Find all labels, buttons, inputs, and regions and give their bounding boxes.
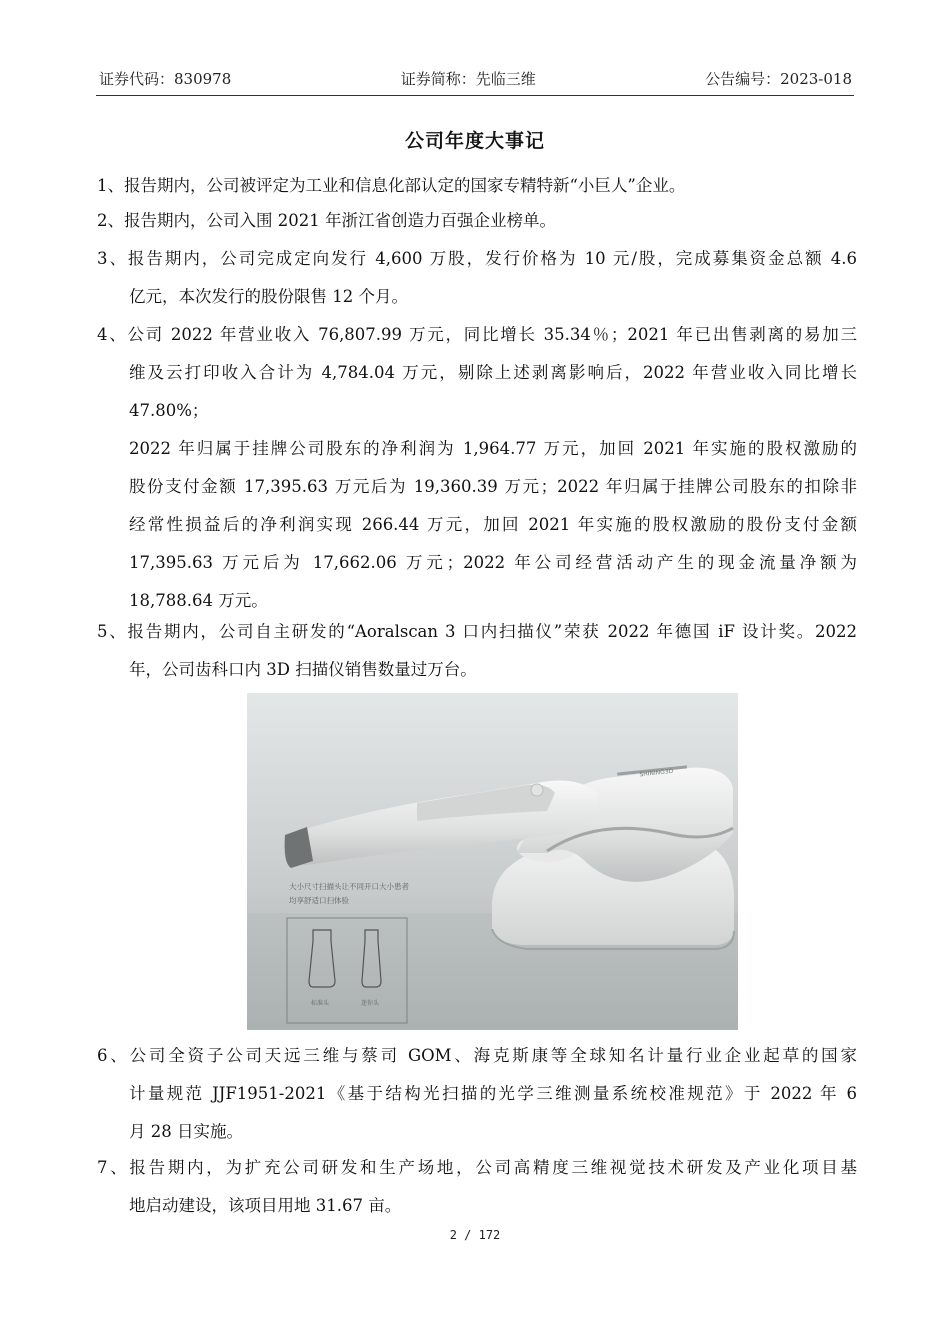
item-line: 2022 年归属于挂牌公司股东的净利润为 1,964.77 万元，加回 2021 年实施的股权激励的 [129,439,857,458]
item-line: 5、报告期内，公司自主研发的“Aoralscan 3 口内扫描仪”荣获 2022 年德国 iF 设计奖。2022 [97,622,857,641]
item-line: 18,788.64 万元。 [129,591,268,610]
list-item [97,316,857,620]
item-line: 47.80%； [129,401,209,420]
page-number: 2 / 172 [449,1228,501,1242]
list-item [97,1037,857,1151]
scanner-product-photo [247,693,738,1030]
announcement-number: 公告编号：2023-018 [705,69,852,88]
item-line: 2、报告期内，公司入围 2021 年浙江省创造力百强企业榜单。 [97,211,556,230]
item-line: 17,395.63 万元后为 17,662.06 万元；2022 年公司经营活动产生的现金流量净额为 [129,553,857,572]
item-line: 地启动建设，该项目用地 31.67 亩。 [129,1196,402,1215]
figure-caption-line1: 大小尺寸扫描头让不同开口大小患者 [289,882,409,891]
list-item [97,167,857,205]
item-line: 维及云打印收入合计为 4,784.04 万元，剔除上述剥离影响后，2022 年营业收入同比增长 [129,363,857,382]
item-line: 6、公司全资子公司天远三维与蔡司 GOM、海克斯康等全球知名计量行业企业起草的国家 [97,1046,857,1065]
item-line: 经常性损益后的净利润实现 266.44 万元，加回 2021 年实施的股权激励的股份支付金额 [129,515,857,534]
item-line: 7、报告期内，为扩充公司研发和生产场地，公司高精度三维视觉技术研发及产业化项目基 [97,1158,857,1177]
item-line: 4、公司 2022 年营业收入 76,807.99 万元，同比增长 35.34％；2021 年已出售剥离的易加三 [97,325,857,344]
item-line: 3、报告期内，公司完成定向发行 4,600 万股，发行价格为 10 元/股，完成募集资金总额 4.6 [97,249,857,268]
list-item [97,1149,857,1225]
tip-label-standard: 标准头 [311,1000,330,1007]
item-line: 计量规范 JJF1951-2021《基于结构光扫描的光学三维测量系统校准规范》于 2022 年 6 [129,1084,857,1103]
item-line: 亿元，本次发行的股份限售 12 个月。 [129,287,408,306]
header-divider [96,95,854,96]
item-line: 年，公司齿科口内 3D 扫描仪销售数量过万台。 [129,660,477,679]
page-title: 公司年度大事记 [404,130,545,152]
item-line: 月 28 日实施。 [129,1122,243,1141]
list-item [97,202,857,240]
stock-short-name: 证券简称：先临三维 [400,69,536,88]
device-brand-label: SHINING3D [639,767,674,779]
figure-caption-line2: 均享舒适口扫体验 [289,896,349,905]
list-item [97,240,857,316]
tip-label-mini: 迷你头 [361,1000,380,1007]
item-line: 1、报告期内，公司被评定为工业和信息化部认定的国家专精特新“小巨人”企业。 [97,176,686,195]
list-item [97,613,857,689]
item-line: 股份支付金额 17,395.63 万元后为 19,360.39 万元；2022 年归属于挂牌公司股东的扣除非 [129,477,857,496]
page-header [99,66,852,90]
stock-code: 证券代码：830978 [99,69,232,88]
